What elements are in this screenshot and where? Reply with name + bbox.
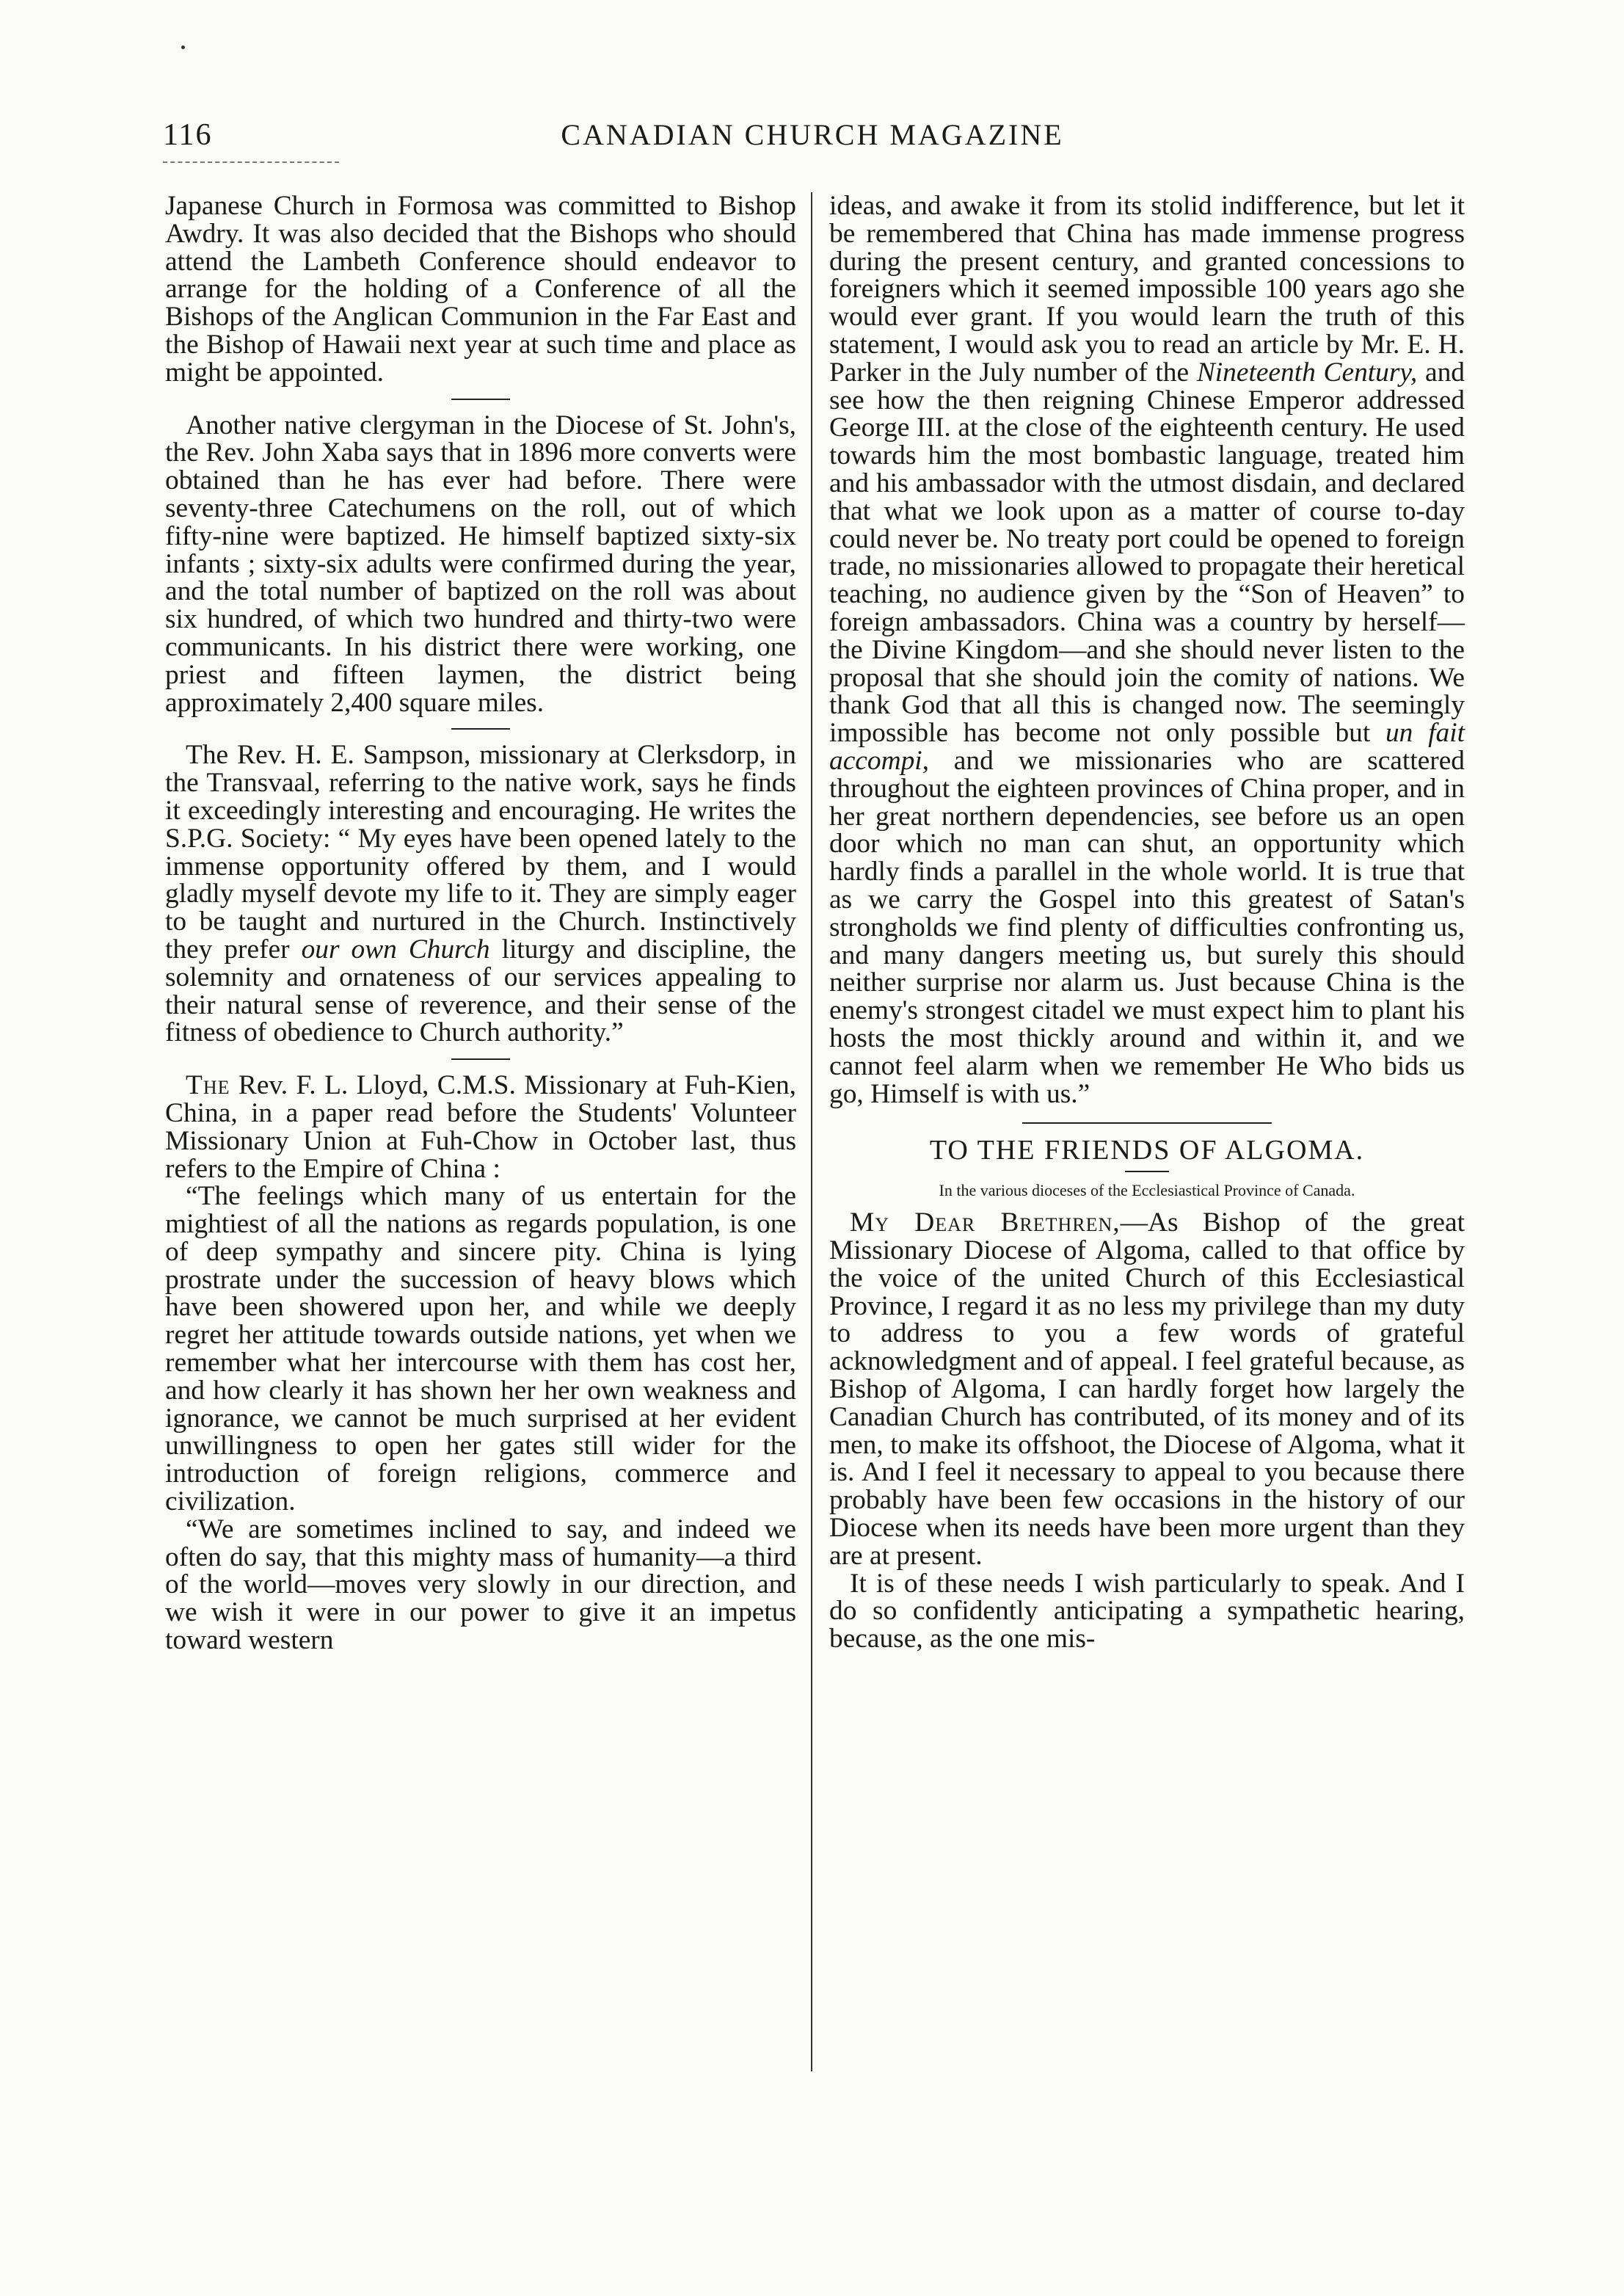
paragraph-sampson-italic: our own Church [301, 934, 490, 964]
paragraph-quote-mighty-mass: “We are sometimes inclined to say, and indeed we often do say, that this mighty mass of humanity—a third of the world—moves very slowly in our direction, and we wish it were in our power to give it an impetus toward western [165, 1514, 796, 1656]
right-column [829, 192, 1465, 1653]
page-header [163, 117, 1462, 159]
paragraph-china-italic-title: Nineteenth Century, [1196, 357, 1418, 388]
paragraph-xaba: Another native clergyman in the Diocese of St. John's, the Rev. John Xaba says that in 1896 more converts were obtained than he has ever had before. There were seventy-three Catechumens on the roll, out of which fifty-nine were baptized. He himself baptized sixty-six infants ; sixty-six adults were confirmed during the year, and the total number of baptized on the roll was about six hundred, of which two hundred and thirty-two were communicants. In his district there were working, one priest and fifteen laymen, the district being approximately 2,400 square miles. [165, 410, 796, 718]
paragraph-quote-feelings: “The feelings which many of us entertain for the mightiest of all the nations as regards population, is one of deep sympathy and sincere pity. China is lying prostrate under the succession of heavy blows which have been showered upon her, and while we deeply regret her attitude towards outside nations, yet when we remember what her intercourse with them has cost her, and how clearly it has shown her her own weakness and ignorance, we cannot be much surprised at her evident unwillingness to open her gates still wider for the introduction of foreign religions, commerce and civilization. [165, 1181, 796, 1517]
paragraph-formosa: Japanese Church in Formosa was committed to Bishop Awdry. It was also decided that the Bishops who should attend the Lambeth Conference should endeavor to arrange for the holding of a Conference of all the Bishops of the Anglican Communion in the Far East and the Bishop of Hawaii next year at such time and place as might be appointed. [165, 191, 796, 388]
paragraph-lloyd-text: Rev. F. L. Lloyd, C.M.S. Missionary at Fuh-Kien, China, in a paper read before the Students' Volunteer Missionary Union at Fuh-Chow in October last, thus refers to the Empire of China : [165, 1070, 796, 1184]
paragraph-china-text-end: and we missionaries who are scattered throughout the eighteen provinces of China proper, and in her great northern dependencies, see before us an open door which no man can shut, an opportunity which hardly finds a parallel in the whole world. It is true that as we carry the Gospel into this greatest of Satan's strongholds we find plenty of difficulties confronting us, and many dangers meeting us, but surely this should neither surprise nor alarm us. Just because China is the enemy's strongest citadel we must expect him to plant his hosts the most thickly around and within it, and we cannot feel alarm when we remember He Who bids us go, Himself is with us.” [829, 745, 1465, 1109]
separator-rule [1022, 1122, 1272, 1124]
separator-rule [451, 399, 510, 400]
left-column [165, 192, 796, 1654]
paragraph-dear-brethren-text: —As Bishop of the great Missionary Diocese of Algoma, called to that office by the voice of the united Church of this Ecclesiastical Province, I regard it as no less my privilege than my duty to address to you a few words of grateful acknowledgment and of appeal. I feel grateful because, as Bishop of Algoma, I can hardly forget how largely the Canadian Church has contributed, of its money and of its men, to make its offshoot, the Diocese of Algoma, what it is. And I feel it necessary to appeal to you because there probably have been few occasions in the history of our Diocese when its needs have been more urgent than they are at present. [829, 1207, 1465, 1571]
page-number: 116 [163, 118, 213, 152]
paragraph-sampson-text-end: liturgy and discipline, the solemnity and ornateness of our services appealing to their natural sense of reverence, and their sense of the fitness of obedience to Church authority.” [165, 934, 796, 1048]
separator-rule [451, 1058, 510, 1060]
paragraph-lloyd-lead: The [186, 1070, 230, 1101]
paragraph-dear-brethren [829, 1209, 1465, 1569]
separator-rule [451, 728, 510, 730]
paragraph-dear-brethren-lead: My Dear Brethren, [850, 1207, 1121, 1238]
paragraph-sampson-text: The Rev. H. E. Sampson, missionary at Clerksdorp, in the Transvaal, referring to the native work, says he finds it exceedingly interesting and encouraging. He writes the S.P.G. Society: “ My eyes have been opened lately to the immense opportunity offered by them, and I would gladly myself devote my life to it. They are simply eager to be taught and nurtured in the Church. Instinctively they prefer [165, 740, 796, 964]
paragraph-lloyd [165, 1072, 796, 1182]
paragraph-china-text-mid: and see how the then reigning Chinese Emperor addressed George III. at the close of the eighteenth century. He used towards him the most bombastic language, treated him and his ambassador with the utmost disdain, and declared that what we look upon as a matter of course to-day could never be. No treaty port could be opened to foreign trade, no missionaries allowed to propagate their heretical teaching, no audience given by the “Son of Heaven” to foreign ambassadors. China was a country by herself—the Divine Kingdom—and she should never listen to the proposal that she should join the comity of nations. We thank God that all this is changed now. The seemingly impossible has become not only possible but [829, 357, 1465, 749]
section-subtitle: In the various dioceses of the Ecclesiastical Province of Canada. [939, 1181, 1355, 1200]
paragraph-needs: It is of these needs I wish particularly to speak. And I do so confidently anticipating a sympathetic hearing, because, as the one mis- [829, 1568, 1465, 1654]
paragraph-china-text: ideas, and awake it from its stolid indifference, but let it be remembered that China has made immense progress during the present century, and granted concessions to foreigners which it seemed impossible 100 years ago she would ever grant. If you would learn the truth of this statement, I would ask you to read an article by Mr. E. H. Parker in the July number of the [829, 191, 1465, 388]
paragraph-china-progress [829, 192, 1465, 1108]
running-head: CANADIAN CHURCH MAGAZINE [561, 118, 1064, 151]
separator-rule [1125, 1171, 1169, 1172]
header-rule [163, 161, 339, 163]
paragraph-china-italic-phrase: un fait accompi, [829, 718, 1465, 776]
section-title: TO THE FRIENDS OF ALGOMA. [929, 1135, 1365, 1166]
paragraph-sampson [165, 741, 796, 1047]
print-speck [181, 46, 185, 49]
column-divider [811, 192, 812, 2071]
